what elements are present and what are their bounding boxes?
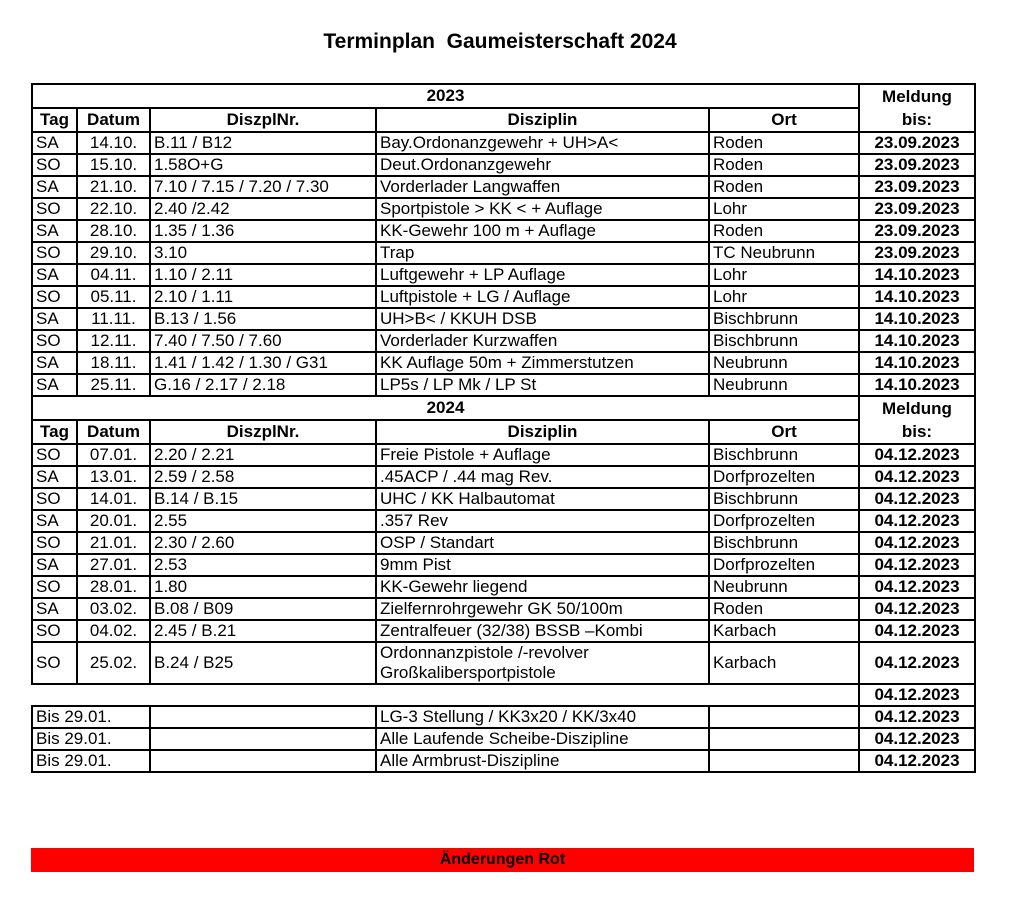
discipline-cell: Vorderlader Kurzwaffen [376,330,709,352]
discipline-cell: Freie Pistole + Auflage [376,444,709,466]
day-cell: SA [32,598,77,620]
page-title: Terminplan Gaumeisterschaft 2024 [323,30,677,53]
location-cell: Bischbrunn [709,488,859,510]
day-cell: SA [32,308,77,330]
deadline-cell: 04.12.2023 [859,684,975,706]
day-cell: SO [32,444,77,466]
deadline-cell: 04.12.2023 [859,444,975,466]
table-row [32,510,975,532]
table-row [32,706,975,728]
table-row [32,488,975,510]
discipline-number-cell: 2.55 [150,510,376,532]
discipline-number-cell: B.11 / B12 [150,132,376,154]
location-cell [709,750,859,772]
discipline-line: Ordonnanzpistole /-revolver [380,643,589,662]
discipline-number-cell: B.14 / B.15 [150,488,376,510]
deadline-cell: 04.12.2023 [859,532,975,554]
location-cell: Roden [709,176,859,198]
deadline-heading: Meldung bis: [859,396,975,444]
deadline-cell: 23.09.2023 [859,220,975,242]
discipline-cell: .45ACP / .44 mag Rev. [376,466,709,488]
location-cell: Dorfprozelten [709,510,859,532]
deadline-cell: 04.12.2023 [859,620,975,642]
discipline-number-cell: 2.53 [150,554,376,576]
date-cell: 20.01. [77,510,150,532]
deadline-cell: 04.12.2023 [859,750,975,772]
discipline-number-cell [150,750,376,772]
col-header-ort: Ort [709,420,859,444]
date-cell: 18.11. [77,352,150,374]
discipline-number-cell [150,706,376,728]
day-cell: SO [32,242,77,264]
date-cell: 27.01. [77,554,150,576]
date-cell: 04.02. [77,620,150,642]
date-cell: 28.01. [77,576,150,598]
deadline-cell: 14.10.2023 [859,286,975,308]
date-cell: 25.02. [77,642,150,684]
table-row [32,176,975,198]
year-header-row [32,84,975,108]
discipline-cell: UH>B< / KKUH DSB [376,308,709,330]
location-cell: Bischbrunn [709,308,859,330]
discipline-number-cell: 1.10 / 2.11 [150,264,376,286]
deadline-cell: 23.09.2023 [859,132,975,154]
col-header-diszplnr: DiszplNr. [150,108,376,132]
date-cell: 14.10. [77,132,150,154]
table-row [32,132,975,154]
location-cell: Roden [709,132,859,154]
col-header-tag: Tag [32,420,77,444]
deadline-cell: 23.09.2023 [859,176,975,198]
location-cell: Dorfprozelten [709,554,859,576]
table-row [32,286,975,308]
table-row [32,728,975,750]
day-cell: SO [32,532,77,554]
deadline-cell: 14.10.2023 [859,352,975,374]
col-header-ort: Ort [709,108,859,132]
changes-note: Änderungen Rot [31,848,974,872]
discipline-number-cell: 2.20 / 2.21 [150,444,376,466]
table-row [32,532,975,554]
discipline-cell: Alle Laufende Scheibe-Diszipline [376,728,709,750]
discipline-cell: Zentralfeuer (32/38) BSSB –Kombi [376,620,709,642]
day-cell: SA [32,176,77,198]
table-row [32,330,975,352]
discipline-number-cell: 2.45 / B.21 [150,620,376,642]
discipline-number-cell: G.16 / 2.17 / 2.18 [150,374,376,396]
column-header-row [32,420,975,444]
location-cell: Lohr [709,264,859,286]
deadline-cell: 14.10.2023 [859,330,975,352]
discipline-cell: Deut.Ordonanzgewehr [376,154,709,176]
year-header-row [32,396,975,420]
until-date-cell: Bis 29.01. [32,728,150,750]
table-row [32,308,975,330]
date-cell: 04.11. [77,264,150,286]
year-heading: 2023 [32,84,859,108]
date-cell: 03.02. [77,598,150,620]
date-cell: 05.11. [77,286,150,308]
deadline-cell: 04.12.2023 [859,554,975,576]
table-row [32,444,975,466]
day-cell: SO [32,576,77,598]
discipline-number-cell: 1.35 / 1.36 [150,220,376,242]
location-cell: Karbach [709,642,859,684]
discipline-cell: UHC / KK Halbautomat [376,488,709,510]
day-cell: SA [32,510,77,532]
discipline-cell: Bay.Ordonanzgewehr + UH>A< [376,132,709,154]
date-cell: 28.10. [77,220,150,242]
table-row [32,264,975,286]
date-cell: 21.01. [77,532,150,554]
table-row [32,220,975,242]
table-row [32,154,975,176]
deadline-cell: 14.10.2023 [859,308,975,330]
table-row [32,198,975,220]
day-cell: SA [32,352,77,374]
table-row [32,750,975,772]
table-row [32,466,975,488]
deadline-heading: Meldung bis: [859,84,975,132]
until-date-cell: Bis 29.01. [32,706,150,728]
discipline-cell: KK-Gewehr 100 m + Auflage [376,220,709,242]
table-row [32,642,975,684]
discipline-number-cell: 7.40 / 7.50 / 7.60 [150,330,376,352]
discipline-number-cell: 3.10 [150,242,376,264]
date-cell: 14.01. [77,488,150,510]
discipline-number-cell: B.13 / 1.56 [150,308,376,330]
day-cell: SO [32,330,77,352]
day-cell: SO [32,488,77,510]
location-cell: Karbach [709,620,859,642]
discipline-cell: Luftgewehr + LP Auflage [376,264,709,286]
day-cell: SA [32,220,77,242]
schedule-table [31,83,976,773]
discipline-number-cell: 1.41 / 1.42 / 1.30 / G31 [150,352,376,374]
location-cell: Roden [709,598,859,620]
discipline-number-cell: B.08 / B09 [150,598,376,620]
location-cell: Bischbrunn [709,532,859,554]
location-cell: Lohr [709,286,859,308]
discipline-cell: Sportpistole > KK < + Auflage [376,198,709,220]
col-header-datum: Datum [77,108,150,132]
date-cell: 22.10. [77,198,150,220]
discipline-cell: Vorderlader Langwaffen [376,176,709,198]
deadline-cell: 04.12.2023 [859,466,975,488]
col-header-tag: Tag [32,108,77,132]
table-row [32,352,975,374]
date-cell: 21.10. [77,176,150,198]
location-cell: Dorfprozelten [709,466,859,488]
day-cell: SA [32,374,77,396]
discipline-cell: Trap [376,242,709,264]
deadline-cell: 04.12.2023 [859,728,975,750]
deadline-cell: 14.10.2023 [859,264,975,286]
discipline-cell: LP5s / LP Mk / LP St [376,374,709,396]
location-cell: TC Neubrunn [709,242,859,264]
day-cell: SO [32,154,77,176]
day-cell: SA [32,466,77,488]
location-cell: Roden [709,220,859,242]
day-cell: SO [32,642,77,684]
date-cell: 13.01. [77,466,150,488]
discipline-cell: KK-Gewehr liegend [376,576,709,598]
discipline-number-cell: 2.40 /2.42 [150,198,376,220]
location-cell: Neubrunn [709,352,859,374]
location-cell [709,706,859,728]
discipline-cell [376,642,709,684]
date-cell: 25.11. [77,374,150,396]
discipline-number-cell [150,728,376,750]
date-cell: 11.11. [77,308,150,330]
discipline-cell: .357 Rev [376,510,709,532]
deadline-cell: 04.12.2023 [859,598,975,620]
location-cell: Roden [709,154,859,176]
discipline-number-cell: 1.80 [150,576,376,598]
day-cell: SO [32,198,77,220]
location-cell: Bischbrunn [709,444,859,466]
date-cell: 07.01. [77,444,150,466]
day-cell: SA [32,132,77,154]
table-row [32,374,975,396]
deadline-cell: 04.12.2023 [859,576,975,598]
discipline-line: Großkalibersportpistole [380,663,556,682]
deadline-cell: 04.12.2023 [859,706,975,728]
col-header-disziplin: Disziplin [376,108,709,132]
location-cell: Bischbrunn [709,330,859,352]
discipline-number-cell: 2.59 / 2.58 [150,466,376,488]
discipline-cell: Alle Armbrust-Diszipline [376,750,709,772]
column-header-row [32,108,975,132]
col-header-disziplin: Disziplin [376,420,709,444]
day-cell: SO [32,620,77,642]
discipline-number-cell: 2.10 / 1.11 [150,286,376,308]
deadline-cell: 23.09.2023 [859,154,975,176]
until-date-cell: Bis 29.01. [32,750,150,772]
deadline-cell: 23.09.2023 [859,242,975,264]
col-header-diszplnr: DiszplNr. [150,420,376,444]
deadline-cell: 04.12.2023 [859,510,975,532]
extra-deadline-row [32,684,975,706]
year-heading: 2024 [32,396,859,420]
discipline-cell: KK Auflage 50m + Zimmerstutzen [376,352,709,374]
discipline-cell: Zielfernrohrgewehr GK 50/100m [376,598,709,620]
location-cell: Lohr [709,198,859,220]
table-row [32,620,975,642]
day-cell: SO [32,286,77,308]
date-cell: 15.10. [77,154,150,176]
table-row [32,576,975,598]
discipline-number-cell: 7.10 / 7.15 / 7.20 / 7.30 [150,176,376,198]
discipline-number-cell: 2.30 / 2.60 [150,532,376,554]
discipline-cell: OSP / Standart [376,532,709,554]
discipline-number-cell: B.24 / B25 [150,642,376,684]
table-row [32,598,975,620]
deadline-cell: 04.12.2023 [859,488,975,510]
discipline-number-cell: 1.58O+G [150,154,376,176]
discipline-cell: LG-3 Stellung / KK3x20 / KK/3x40 [376,706,709,728]
col-header-datum: Datum [77,420,150,444]
date-cell: 29.10. [77,242,150,264]
location-cell [709,728,859,750]
location-cell: Neubrunn [709,374,859,396]
discipline-cell: Luftpistole + LG / Auflage [376,286,709,308]
table-row [32,242,975,264]
spacer-cell [32,684,859,706]
table-row [32,554,975,576]
discipline-cell: 9mm Pist [376,554,709,576]
location-cell: Neubrunn [709,576,859,598]
deadline-cell: 14.10.2023 [859,374,975,396]
day-cell: SA [32,554,77,576]
deadline-cell: 04.12.2023 [859,642,975,684]
deadline-cell: 23.09.2023 [859,198,975,220]
day-cell: SA [32,264,77,286]
date-cell: 12.11. [77,330,150,352]
